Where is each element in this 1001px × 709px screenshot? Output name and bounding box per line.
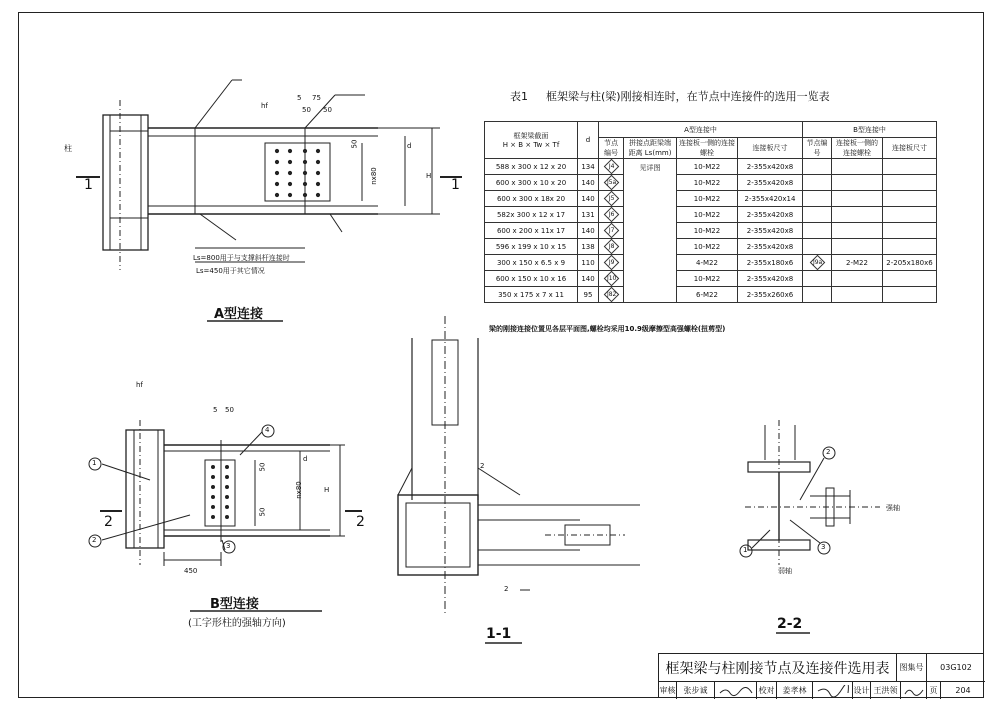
b-hf-label: hf xyxy=(136,381,143,389)
node-id: J7 xyxy=(608,227,614,234)
node-id: J4 xyxy=(608,163,614,170)
a-splice-header: 拼接点距梁端距离 Ls(mm) xyxy=(624,138,677,159)
node-marker xyxy=(603,159,619,175)
b-dim-H: H xyxy=(324,486,330,494)
node-marker xyxy=(603,239,619,255)
table-row xyxy=(485,159,937,175)
page-number: 204 xyxy=(941,681,985,699)
row-node xyxy=(599,287,624,303)
row-b-bolts xyxy=(832,239,883,255)
b-bolts-header: 连接板一侧的连接螺栓 xyxy=(832,138,883,159)
node-id: J8 xyxy=(608,243,614,250)
reviewer-name: 张步诚 xyxy=(677,681,715,699)
row-b-plate xyxy=(883,287,937,303)
row-b-plate: 2-205x180x6 xyxy=(883,255,937,271)
row-bolts: 10-M22 xyxy=(677,207,738,223)
drawing-title: 框架梁与柱刚接节点及连接件选用表 xyxy=(659,654,897,681)
table-row xyxy=(485,239,937,255)
row-b-node xyxy=(803,207,832,223)
node-marker xyxy=(603,271,619,287)
b-bolt-grid xyxy=(212,466,229,519)
node-id: J5 xyxy=(608,195,614,202)
reviewer-signature xyxy=(715,681,757,699)
a-dim-75: 75 xyxy=(312,94,321,102)
s22-callout-3: 3 xyxy=(821,543,826,551)
node-id: J5a xyxy=(606,179,616,187)
row-b-bolts xyxy=(832,207,883,223)
node-id: J9a xyxy=(812,259,822,267)
row-d: 134 xyxy=(578,159,599,175)
node-marker xyxy=(603,175,619,191)
page-label: 页 xyxy=(927,681,941,699)
a-type-title: A型连接 xyxy=(214,307,264,322)
row-b-bolts xyxy=(832,287,883,303)
weak-axis-label: 弱轴 xyxy=(778,567,792,575)
row-node xyxy=(599,207,624,223)
a-bolt-grid xyxy=(275,149,319,196)
node-marker xyxy=(809,255,825,271)
b-callout-2: 2 xyxy=(92,536,97,544)
connector-selection-table xyxy=(484,121,937,303)
row-node xyxy=(599,271,624,287)
table-row xyxy=(485,287,937,303)
row-b-plate xyxy=(883,175,937,191)
b-dim-50: 50 xyxy=(225,406,234,414)
check-label: 校对 xyxy=(757,681,777,699)
b-section-mark-left: 2 xyxy=(104,514,113,530)
a-section-mark-right: 1 xyxy=(451,177,460,193)
strong-axis-label: 强轴 xyxy=(886,504,900,512)
a-bolts-header: 连接板一侧的连接螺栓 xyxy=(677,138,738,159)
row-d: 138 xyxy=(578,239,599,255)
row-plate: 2-355x420x8 xyxy=(738,239,803,255)
b-callout-1: 1 xyxy=(92,459,97,467)
b-type-subtitle: (工字形柱的强轴方向) xyxy=(188,618,286,629)
node-marker xyxy=(603,255,619,271)
node-id: J9 xyxy=(608,259,614,266)
a-type-detail xyxy=(76,80,462,270)
b-group-header: B型连接中 xyxy=(803,122,937,138)
a-note-ls800: Ls=800用于与支撑斜杆连接时 xyxy=(193,254,290,262)
node-id: J10 xyxy=(606,275,616,283)
b-dim-450: 450 xyxy=(184,567,198,575)
a-plate-header: 连接板尺寸 xyxy=(738,138,803,159)
row-b-node xyxy=(803,255,832,271)
row-b-bolts: 2-M22 xyxy=(832,255,883,271)
row-d: 140 xyxy=(578,271,599,287)
table-caption-number: 表1 xyxy=(510,90,528,103)
table-footnote: 梁的刚接连接位置见各层平面图,螺栓均采用10.9级摩擦型高强螺栓(扭剪型) xyxy=(489,325,726,333)
table-row xyxy=(485,191,937,207)
row-plate: 2-355x420x8 xyxy=(738,271,803,287)
column-label: 柱 xyxy=(64,144,72,153)
node-marker xyxy=(603,223,619,239)
a-section-mark-left: 1 xyxy=(84,177,93,193)
row-bolts: 10-M22 xyxy=(677,191,738,207)
b-section-mark-right: 2 xyxy=(356,514,365,530)
table-row xyxy=(485,271,937,287)
section-1-1-mark-bottom: 2 xyxy=(504,585,509,593)
a-dim-d: d xyxy=(407,142,412,150)
a-dim-50a: 50 xyxy=(302,106,311,114)
b-type-title: B型连接 xyxy=(210,597,259,612)
b-dim-n80: nx80 xyxy=(294,481,303,499)
b-dim-d: d xyxy=(303,455,308,463)
row-bolts: 10-M22 xyxy=(677,239,738,255)
b-callout-3: 3 xyxy=(226,542,231,550)
b-plate-header: 连接板尺寸 xyxy=(883,138,937,159)
row-plate: 2-355x420x8 xyxy=(738,175,803,191)
row-b-bolts xyxy=(832,159,883,175)
row-b-node xyxy=(803,287,832,303)
row-node xyxy=(599,239,624,255)
row-bolts: 10-M22 xyxy=(677,175,738,191)
row-b-bolts xyxy=(832,271,883,287)
a-dim-50b: 50 xyxy=(323,106,332,114)
row-b-plate xyxy=(883,223,937,239)
row-b-bolts xyxy=(832,191,883,207)
row-d: 95 xyxy=(578,287,599,303)
section-1-1-mark-top: 2 xyxy=(480,462,485,470)
row-b-node xyxy=(803,175,832,191)
b-dim-50c: 50 xyxy=(258,507,267,517)
section-2-2-label: 2-2 xyxy=(777,616,803,632)
table-row xyxy=(485,255,937,271)
row-plate: 2-355x420x8 xyxy=(738,223,803,239)
row-section: 582x 300 x 12 x 17 xyxy=(485,207,578,223)
row-b-node xyxy=(803,223,832,239)
row-b-plate xyxy=(883,271,937,287)
row-bolts: 4-M22 xyxy=(677,255,738,271)
row-node xyxy=(599,223,624,239)
row-node xyxy=(599,175,624,191)
row-b-node xyxy=(803,191,832,207)
row-d: 140 xyxy=(578,191,599,207)
node-id: J6 xyxy=(608,211,614,218)
atlas-number: 03G102 xyxy=(940,663,972,672)
row-bolts: 6-M22 xyxy=(677,287,738,303)
b-callout-4: 4 xyxy=(265,426,270,434)
s22-callout-2: 2 xyxy=(826,448,831,456)
row-d: 140 xyxy=(578,175,599,191)
row-b-node xyxy=(803,271,832,287)
col-section xyxy=(485,122,578,159)
row-splice-distance: 见详图 xyxy=(624,159,677,303)
node-marker xyxy=(603,287,619,303)
row-b-node xyxy=(803,159,832,175)
atlas-label: 图集号 xyxy=(897,654,927,681)
row-b-bolts xyxy=(832,175,883,191)
a-hf-label: hf xyxy=(261,102,268,110)
row-plate: 2-355x260x6 xyxy=(738,287,803,303)
node-id: J82 xyxy=(606,291,616,299)
a-group-header: A型连接中 xyxy=(599,122,803,138)
row-section: 600 x 150 x 10 x 16 xyxy=(485,271,578,287)
s22-callout-1: 1 xyxy=(743,546,748,554)
row-node xyxy=(599,255,624,271)
row-bolts: 10-M22 xyxy=(677,159,738,175)
table-row xyxy=(485,207,937,223)
row-section: 600 x 200 x 11x 17 xyxy=(485,223,578,239)
review-label: 审核 xyxy=(659,681,677,699)
title-block xyxy=(658,653,984,698)
row-node xyxy=(599,191,624,207)
table-body xyxy=(485,159,937,303)
a-dim-5: 5 xyxy=(297,94,302,102)
row-d: 140 xyxy=(578,223,599,239)
row-section: 350 x 175 x 7 x 11 xyxy=(485,287,578,303)
row-d: 131 xyxy=(578,207,599,223)
row-d: 110 xyxy=(578,255,599,271)
row-bolts: 10-M22 xyxy=(677,271,738,287)
row-b-node xyxy=(803,239,832,255)
section-2-2-detail xyxy=(740,420,880,565)
row-b-plate xyxy=(883,207,937,223)
row-section: 600 x 300 x 10 x 20 xyxy=(485,175,578,191)
row-b-bolts xyxy=(832,223,883,239)
design-label: 设计 xyxy=(853,681,871,699)
row-section: 600 x 300 x 18x 20 xyxy=(485,191,578,207)
table-row xyxy=(485,223,937,239)
node-marker xyxy=(603,191,619,207)
a-node-header: 节点编号 xyxy=(599,138,624,159)
row-plate: 2-355x180x6 xyxy=(738,255,803,271)
checker-signature xyxy=(813,681,853,699)
b-dim-5: 5 xyxy=(213,406,218,414)
section-1-1-detail xyxy=(398,316,640,615)
row-section: 300 x 150 x 6.5 x 9 xyxy=(485,255,578,271)
row-node xyxy=(599,159,624,175)
row-bolts: 10-M22 xyxy=(677,223,738,239)
row-plate: 2-355x420x14 xyxy=(738,191,803,207)
row-section: 588 x 300 x 12 x 20 xyxy=(485,159,578,175)
b-node-header: 节点编号 xyxy=(803,138,832,159)
b-dim-50b: 50 xyxy=(258,462,267,472)
row-b-plate xyxy=(883,191,937,207)
section-header-label: 框架梁截面 xyxy=(513,132,549,140)
checker-name: 姜孝林 xyxy=(777,681,813,699)
table-row xyxy=(485,175,937,191)
node-marker xyxy=(603,207,619,223)
row-section: 596 x 199 x 10 x 15 xyxy=(485,239,578,255)
a-dim-50c: 50 xyxy=(350,139,359,149)
col-d: d xyxy=(578,122,599,159)
a-dim-n80: nx80 xyxy=(369,167,378,185)
row-b-plate xyxy=(883,239,937,255)
section-1-1-label: 1-1 xyxy=(486,626,512,642)
row-plate: 2-355x420x8 xyxy=(738,159,803,175)
designer-name: 王洪领 xyxy=(871,681,901,699)
row-plate: 2-355x420x8 xyxy=(738,207,803,223)
a-dim-H: H xyxy=(426,172,432,180)
section-dims-label: H × B × Tw × Tf xyxy=(502,141,560,149)
a-note-ls450: Ls=450用于其它情况 xyxy=(196,267,265,275)
designer-signature xyxy=(901,681,927,699)
table-caption: 框架梁与柱(梁)刚接相连时，在节点中连接件的选用一览表 xyxy=(546,90,830,103)
row-b-plate xyxy=(883,159,937,175)
